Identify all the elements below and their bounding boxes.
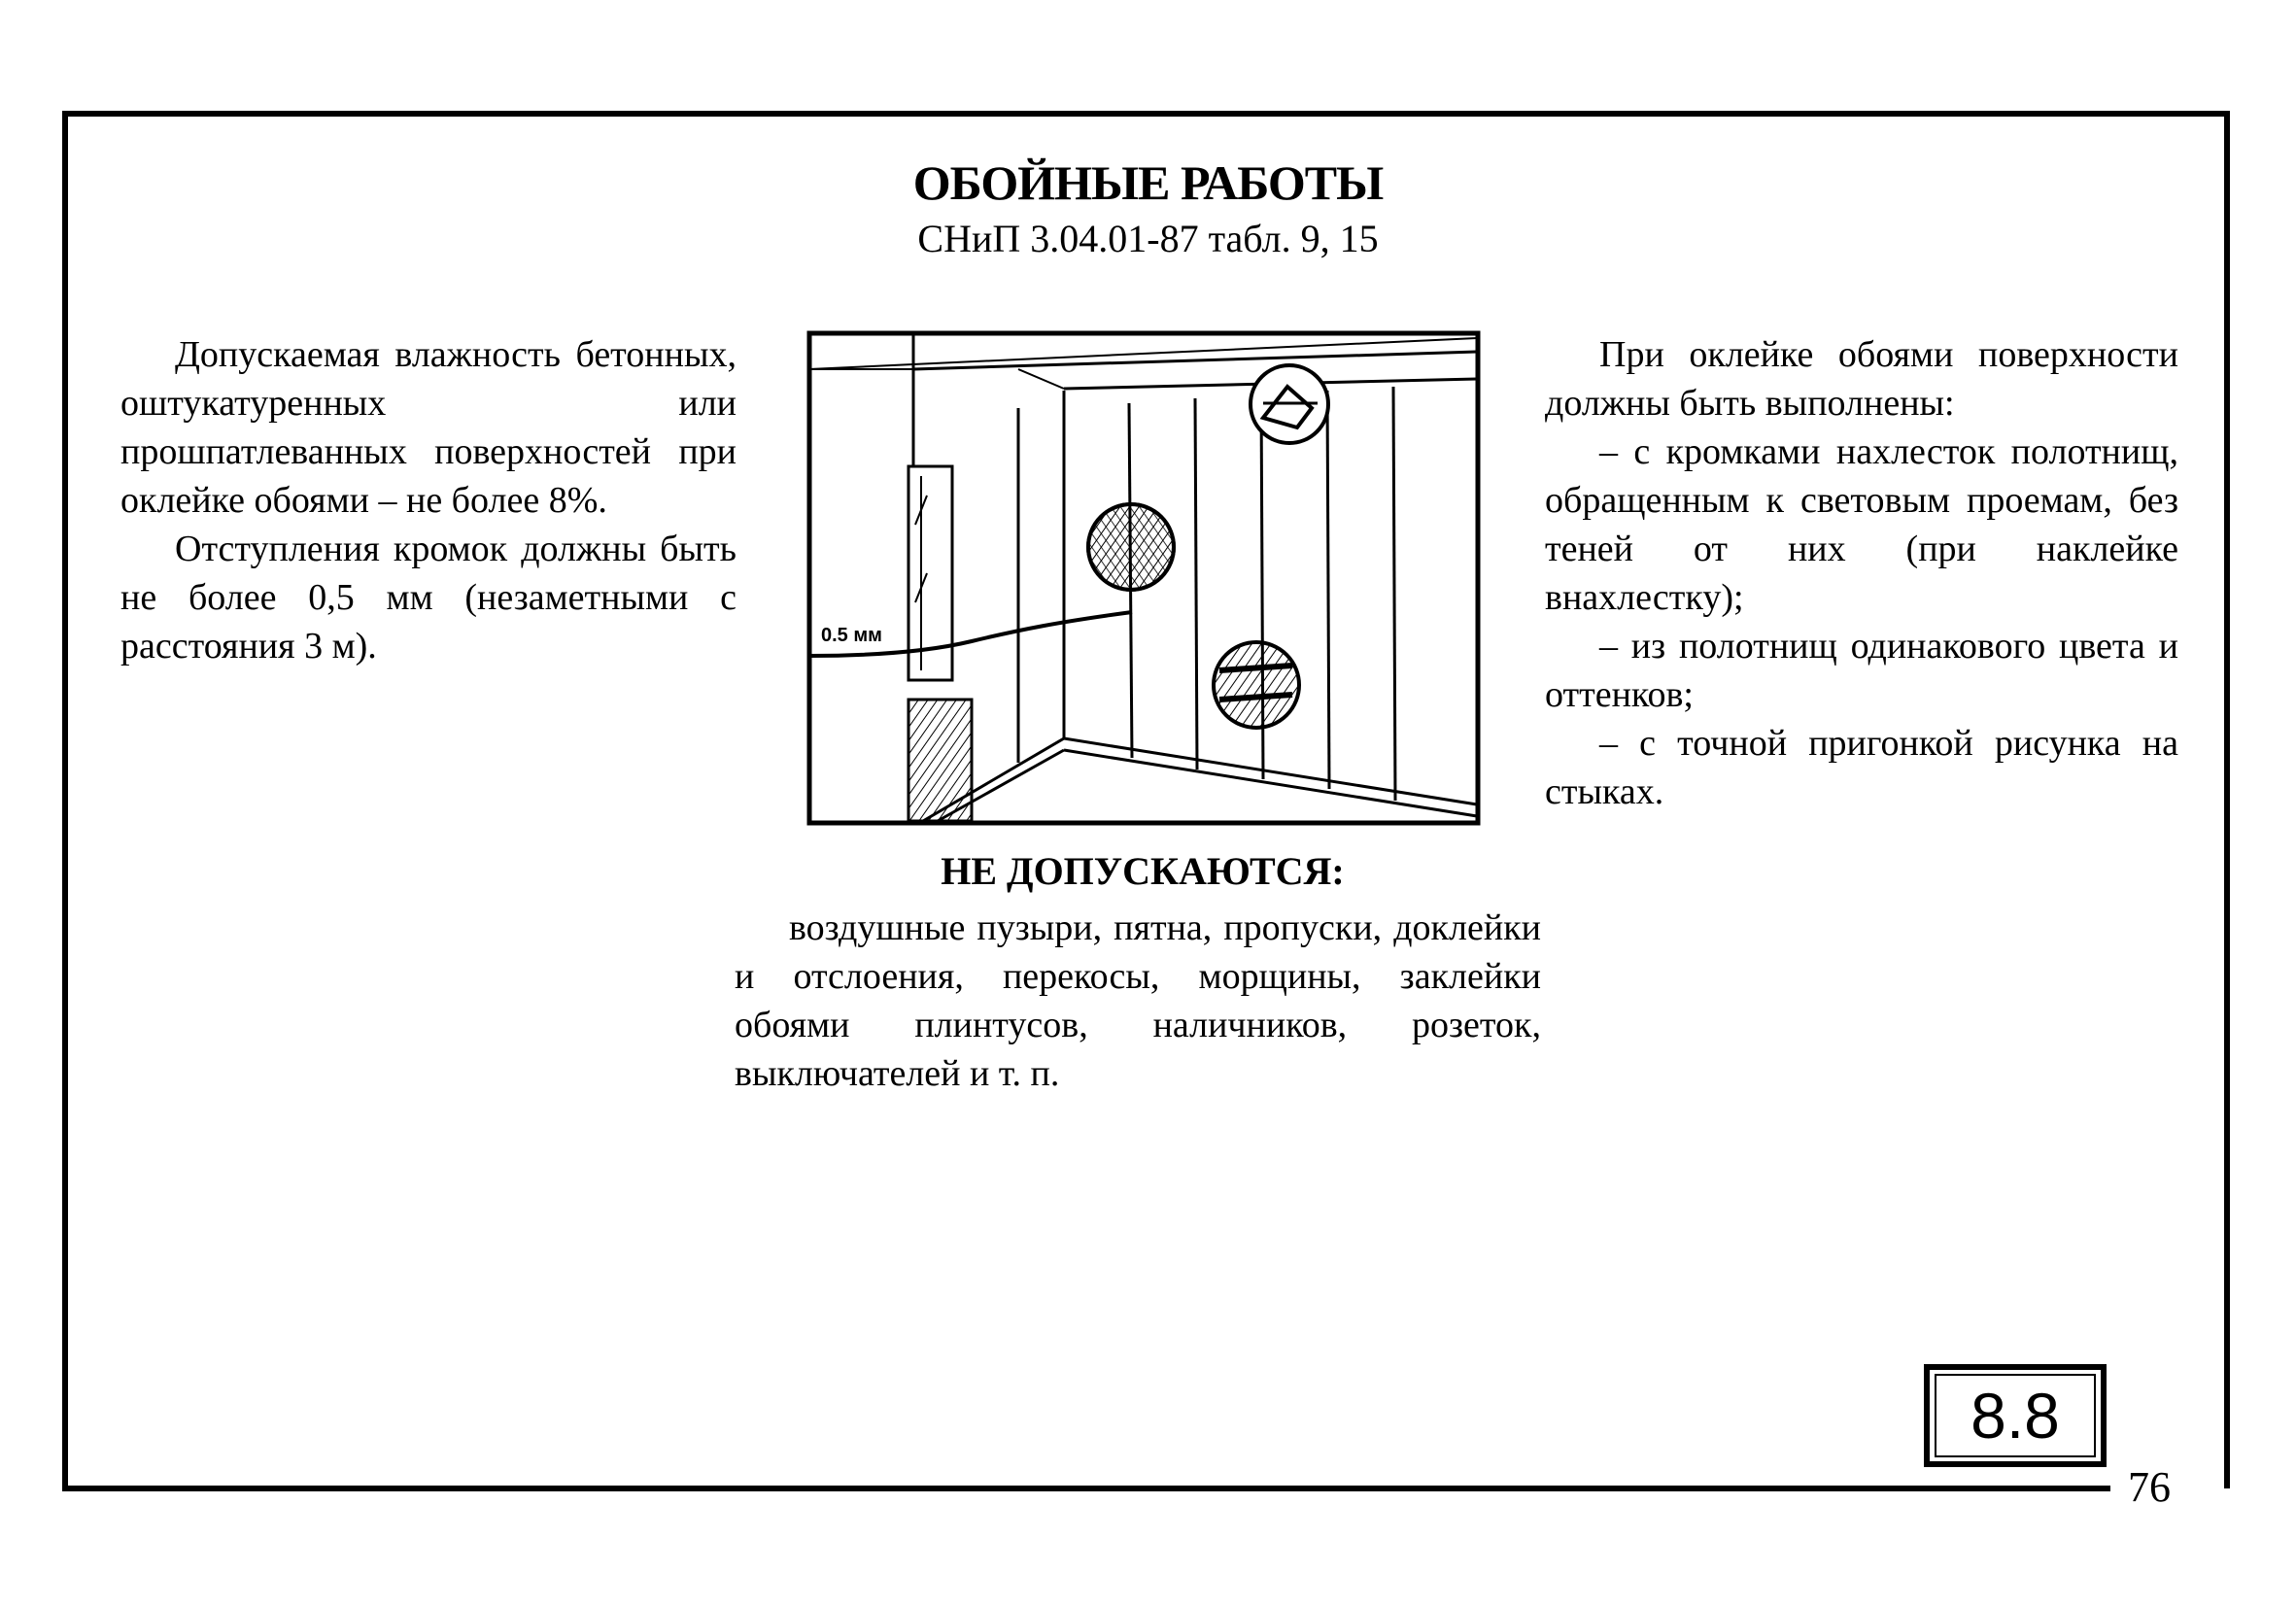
frame-bottom-rule xyxy=(62,1486,2110,1491)
edge-deviation-paragraph: Отступления кромок должны быть не более 0,5 мм (незаметными с расстояния 3 м). xyxy=(120,529,737,667)
humidity-paragraph: Допускаемая влажность бетонных, оштукатуренных или прошпатлеванных поверхностей при оклейке обоями – не более 8%. xyxy=(120,334,737,521)
wallpapered-room-illustration xyxy=(806,330,1481,826)
requirement-item: – с точной пригонкой рисунка на стыках. xyxy=(1545,723,2178,812)
left-column xyxy=(120,330,737,670)
section-number-box xyxy=(1924,1364,2107,1467)
right-column xyxy=(1545,330,2178,816)
page-number: 76 xyxy=(2128,1463,2171,1511)
requirement-item: – из полотнищ одинакового цвета и оттенков; xyxy=(1545,626,2178,715)
requirement-item: – с кромками нахлесток полотнищ, обращенным к световым проемам, без теней от них (при наклейке внахлестку); xyxy=(1545,431,2178,618)
edge-deviation-label: 0.5 мм xyxy=(821,625,882,646)
page-title: ОБОЙНЫЕ РАБОТЫ xyxy=(912,155,1384,210)
requirements-intro: При оклейке обоями поверхности должны быть выполнены: xyxy=(1545,334,2178,424)
not-allowed-heading: НЕ ДОПУСКАЮТСЯ: xyxy=(941,849,1345,893)
page-subtitle: СНиП 3.04.01-87 табл. 9, 15 xyxy=(917,217,1379,260)
not-allowed-text: воздушные пузыри, пятна, пропуски, доклейки и отслоения, перекосы, морщины, заклейки обоями плинтусов, наличников, розеток, выключателей и т. п. xyxy=(735,907,1541,1094)
section-number: 8.8 xyxy=(1935,1374,2096,1457)
